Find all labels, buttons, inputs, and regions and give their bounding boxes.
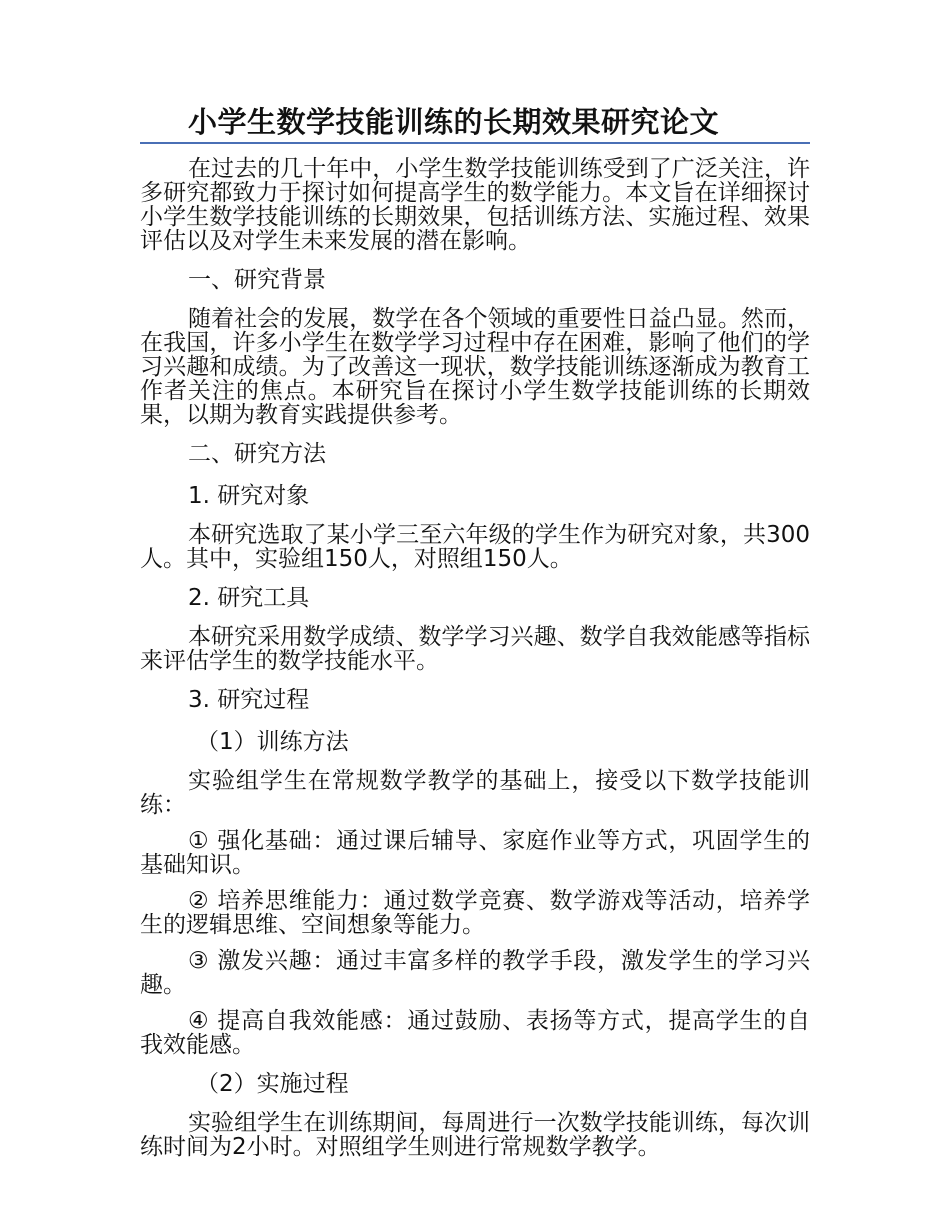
subjects-paragraph: 本研究选取了某小学三至六年级的学生作为研究对象，共300人。其中，实验组150人，对照组150人。	[140, 522, 810, 572]
subsection-heading-process: 3. 研究过程	[188, 687, 310, 713]
background-paragraph: 随着社会的发展，数学在各个领域的重要性日益凸显。然而，在我国，许多小学生在数学学习过程中存在困难，影响了他们的学习兴趣和成绩。为了改善这一现状，数学技能训练逐渐成为教育工作者关注的焦点。本研究旨在探讨小学生数学技能训练的长期效果，以期为教育实践提供参考。	[140, 306, 810, 428]
training-method-item: ③ 激发兴趣：通过丰富多样的教学手段，激发学生的学习兴趣。	[140, 948, 810, 998]
subsection-heading-tools: 2. 研究工具	[188, 585, 310, 611]
training-method-item: ② 培养思维能力：通过数学竞赛、数学游戏等活动，培养学生的逻辑思维、空间想象等能力。	[140, 888, 810, 938]
title-block	[140, 104, 810, 144]
training-method-item: ① 强化基础：通过课后辅导、家庭作业等方式，巩固学生的基础知识。	[140, 828, 810, 878]
section-heading-methods: 二、研究方法	[188, 441, 326, 467]
section-heading-background: 一、研究背景	[188, 267, 326, 293]
training-method-intro: 实验组学生在常规数学教学的基础上，接受以下数学技能训练：	[140, 768, 810, 818]
tools-paragraph: 本研究采用数学成绩、数学学习兴趣、数学自我效能感等指标来评估学生的数学技能水平。	[140, 624, 810, 674]
subsection-heading-subjects: 1. 研究对象	[188, 483, 310, 509]
implementation-paragraph: 实验组学生在训练期间，每周进行一次数学技能训练，每次训练时间为2小时。对照组学生则进行常规数学教学。	[140, 1110, 810, 1160]
document-body	[140, 157, 810, 1171]
page-title: 小学生数学技能训练的长期效果研究论文	[188, 105, 720, 139]
implementation-heading: （2）实施过程	[196, 1071, 349, 1097]
training-method-heading: （1）训练方法	[196, 729, 349, 755]
intro-paragraph: 在过去的几十年中，小学生数学技能训练受到了广泛关注，许多研究都致力于探讨如何提高学生的数学能力。本文旨在详细探讨小学生数学技能训练的长期效果，包括训练方法、实施过程、效果评估以及对学生未来发展的潜在影响。	[140, 156, 810, 254]
training-method-item: ④ 提高自我效能感：通过鼓励、表扬等方式，提高学生的自我效能感。	[140, 1008, 810, 1058]
